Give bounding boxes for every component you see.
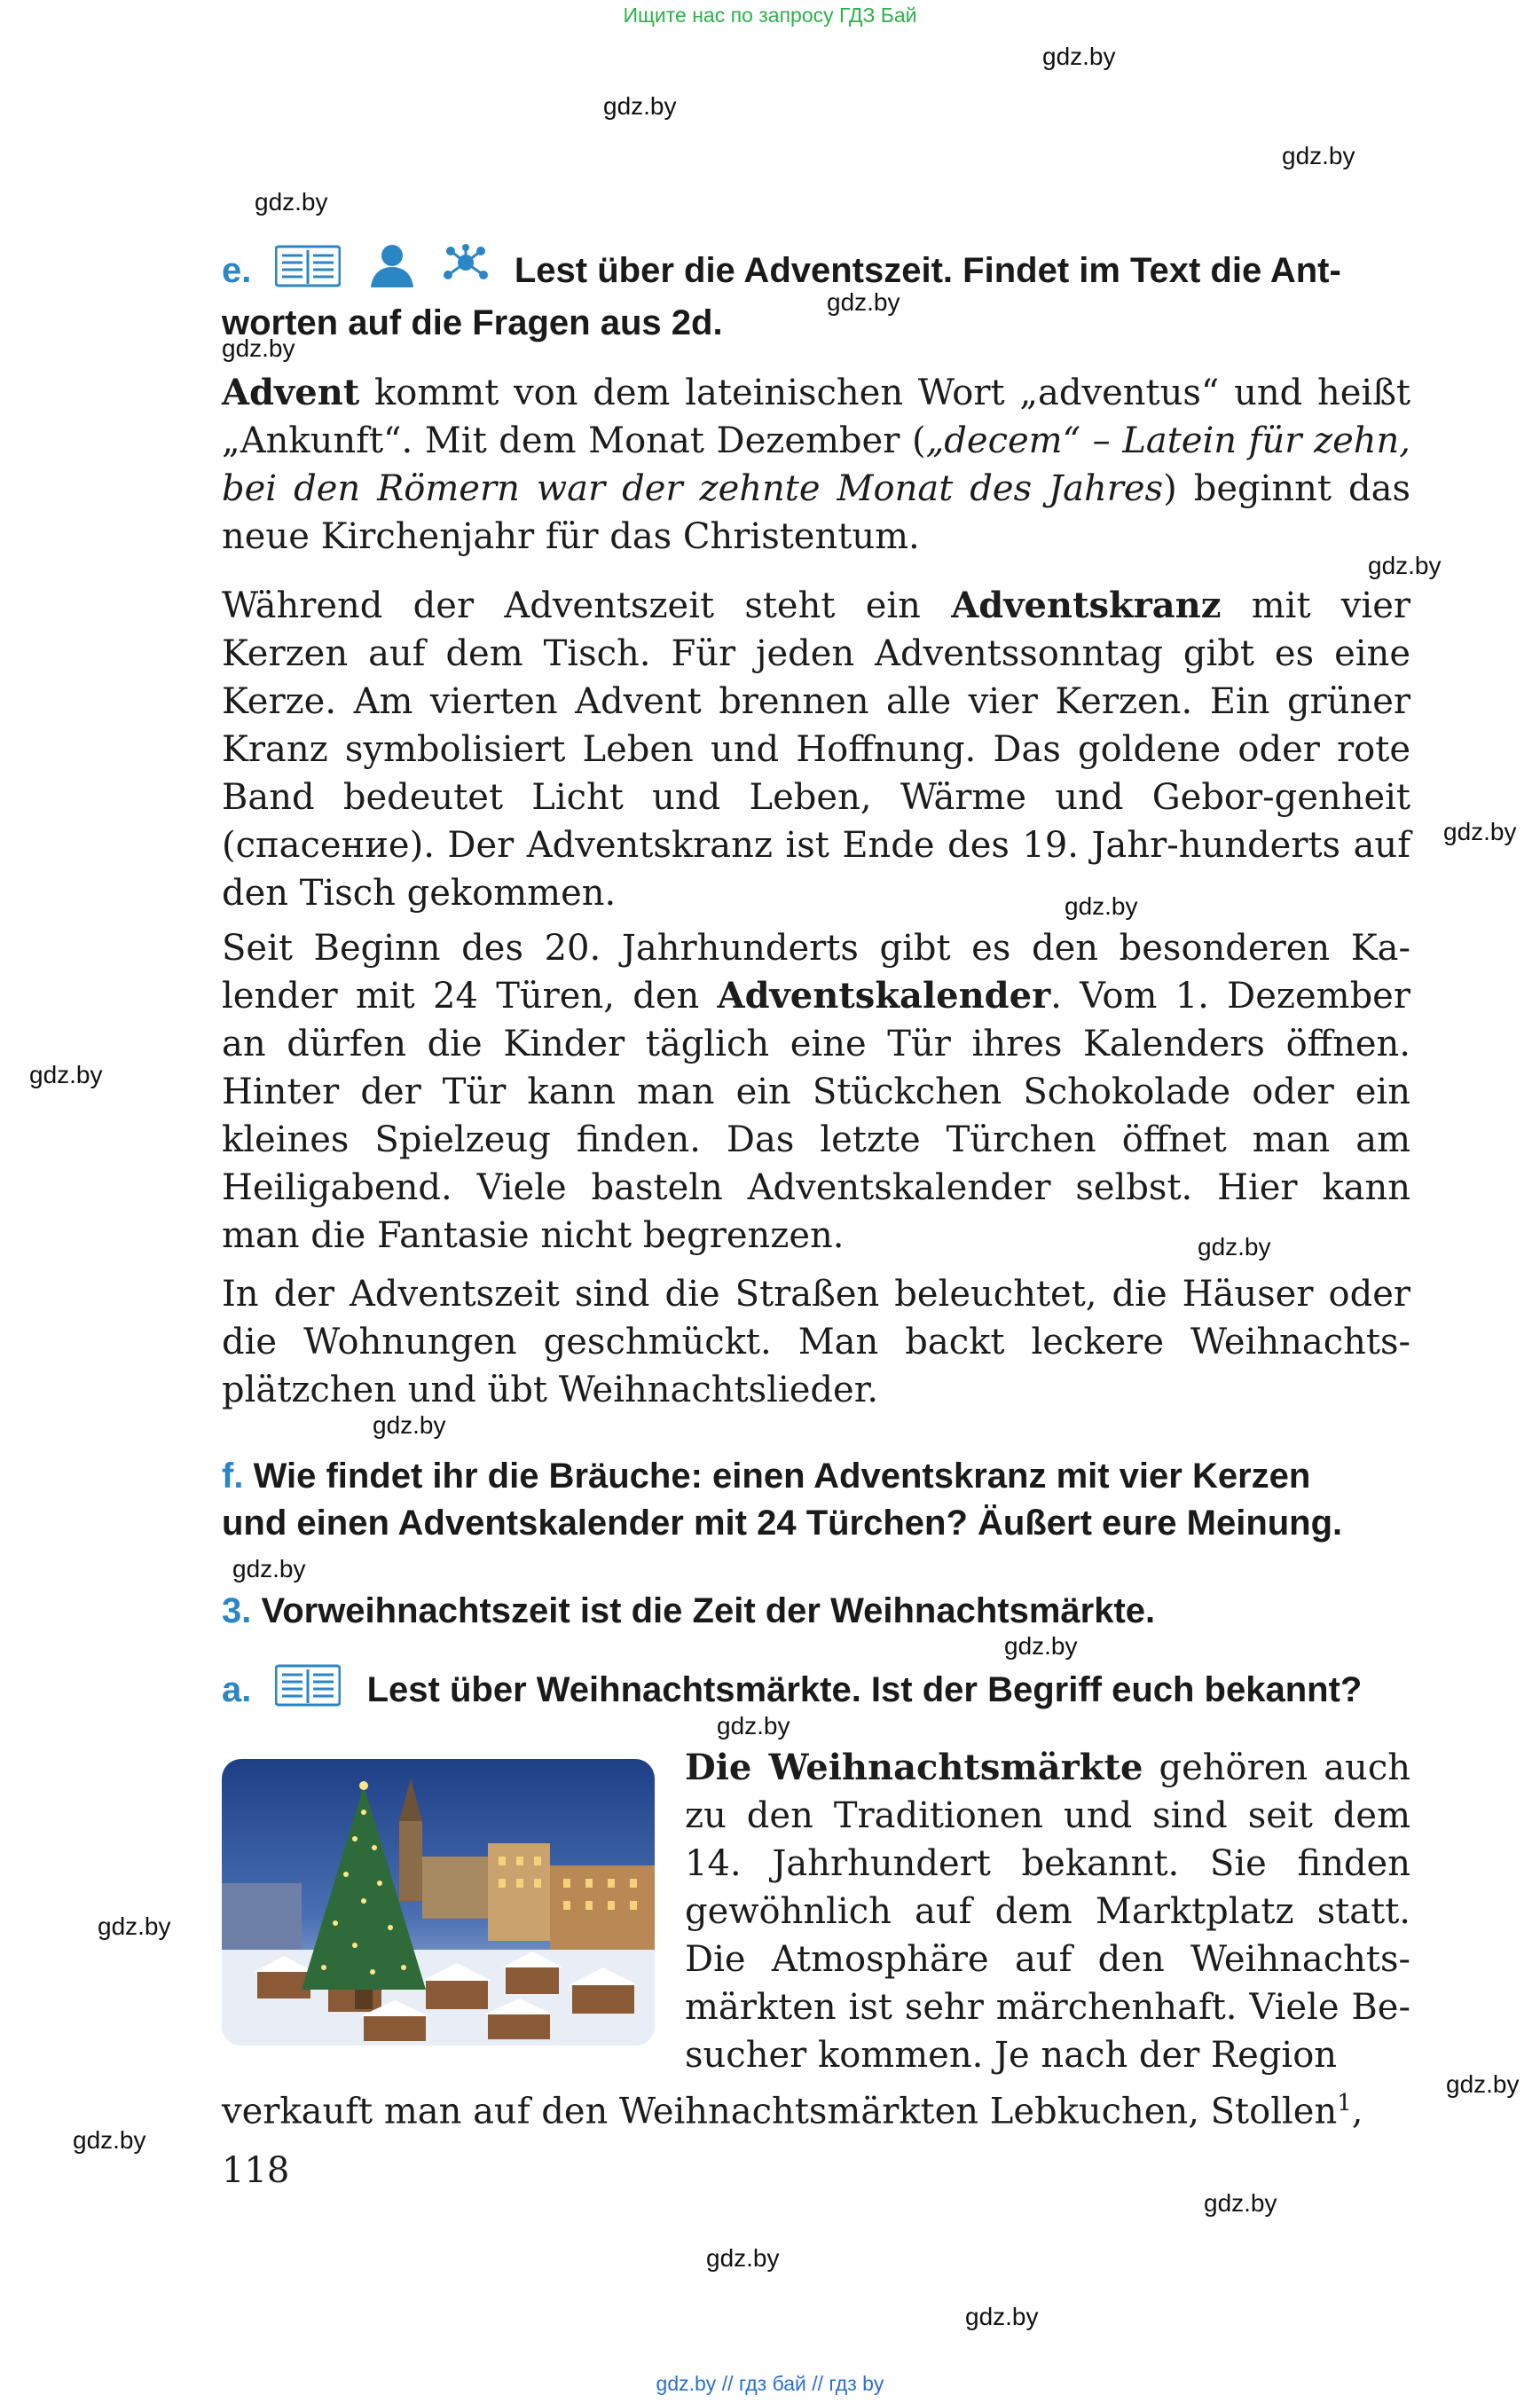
task-f <box>222 1453 1410 1547</box>
text: Seit Beginn des 20. Jahrhunderts gibt es den besonderen Ka-lender mit 24 Türen, den <box>222 928 1410 1017</box>
watermark: gdz.by <box>965 2303 1039 2330</box>
latin-note: „decem“ – Latein für zehn, bei den Römern war der zehnte Monat des Jahres <box>222 420 1410 509</box>
task-3 <box>222 1588 1410 1635</box>
text: ) beginnt das neue Kirchenjahr für das Christentum. <box>222 468 1410 557</box>
paragraph-advent <box>222 369 1410 561</box>
watermark: gdz.by <box>222 334 295 362</box>
footnote-marker: 1 <box>1337 2090 1352 2116</box>
christmas-market-photo <box>222 1759 655 2046</box>
footer-links[interactable]: gdz.by // гдз бай // гдз by <box>656 2372 884 2395</box>
watermark: gdz.by <box>1446 2070 1520 2098</box>
text: . Vom 1. Dezember an dürfen die Kinder täglich eine Tür ihres Kalenders öffnen. Hinter der Tür kann man ein Stückchen Schokolade oder ein kleines Spielzeug finden. Das letzte Türchen öffnet man am Heiligabend. Viele basteln Adventskalender selbst. Hier kann man die Fantasie nicht begrenzen. <box>222 976 1410 1256</box>
text: verkauft man auf den Weihnachtsmärkten Lebkuchen, Stollen <box>222 2091 1338 2132</box>
text: , <box>1351 2091 1363 2132</box>
term-adventskranz: Adventskranz <box>951 585 1222 626</box>
watermark: gdz.by <box>255 188 328 216</box>
task-3-text: Vorweihnachtszeit ist die Zeit der Weihnachtsmärkte. <box>261 1591 1156 1630</box>
task-f-letter: f. <box>222 1457 244 1496</box>
watermark: gdz.by <box>73 2126 146 2154</box>
watermark: gdz.by <box>603 92 677 120</box>
text: mit vier Kerzen auf dem Tisch. Für jeden Adventssonntag gibt es eine Kerze. Am vierten Advent brennen alle vier Kerzen. Ein grüner Kranz symbolisiert Leben und Hoffnung. Das goldene oder rote Band bedeutet Licht und Leben, Wärme und Gebor-genheit (спасение). Der Adventskranz ist Ende des 19. Jahr-hunderts auf den Tisch gekommen. <box>222 585 1410 914</box>
task-f-text-2: und einen Adventskalender mit 24 Türchen? Äußert eure Meinung. <box>222 1504 1343 1543</box>
watermark: gdz.by <box>717 1712 790 1739</box>
task-3-number: 3. <box>222 1591 252 1630</box>
watermark: gdz.by <box>1443 818 1517 845</box>
term-advent: Advent <box>222 372 360 413</box>
watermark: gdz.by <box>373 1411 446 1439</box>
watermark: gdz.by <box>706 2244 780 2272</box>
paragraph-adventszeit <box>222 1270 1410 1414</box>
task-e-text: Lest über die Adventszeit. Findet im Text die Ant- <box>514 251 1341 290</box>
text: In der Adventszeit sind die Straßen beleuchtet, die Häuser oder die Wohnungen geschmückt. Man backt leckere Weihnachts-plätzchen und übt Weihnachtslieder. <box>222 1274 1410 1410</box>
watermark: gdz.by <box>1004 1632 1078 1660</box>
text: gehören auch zu den Traditionen und sind seit dem 14. Jahrhundert bekannt. Sie finden gewöhnlich auf dem Marktplatz statt. Die Atmosphäre auf den Weihnachts-märkten ist sehr märchenhaft. Viele Be-sucher kommen. Je nach der Region <box>685 1747 1410 2076</box>
task-a-text: Lest über Weihnachtsmärkte. Ist der Begriff euch bekannt? <box>366 1670 1363 1709</box>
paragraph-adventskalender <box>222 924 1410 1260</box>
watermark: gdz.by <box>1065 892 1138 920</box>
paragraph-weihnachtsmaerkte-last-line <box>222 2079 1410 2135</box>
task-a-letter: a. <box>222 1670 252 1709</box>
watermark: gdz.by <box>98 1912 171 1940</box>
term-adventskalender: Adventskalender <box>717 975 1051 1017</box>
task-e-text-2: worten auf die Fragen aus 2d. <box>222 303 723 342</box>
paragraph-adventskranz <box>222 582 1410 917</box>
person-icon <box>367 243 417 300</box>
text: kommt von dem lateinischen Wort „adventus“ und heißt „Ankunft“. Mit dem Monat Dezember ( <box>222 373 1410 461</box>
watermark: gdz.by <box>1204 2189 1277 2217</box>
term-weihnachtsmaerkte: Die Weihnachtsmärkte <box>685 1747 1143 1788</box>
group-icon <box>443 243 489 300</box>
task-e-letter: e. <box>222 251 252 290</box>
top-search-link[interactable]: Ищите нас по запросу ГДЗ Бай <box>623 4 917 27</box>
watermark: gdz.by <box>1368 552 1442 579</box>
watermark: gdz.by <box>827 288 900 316</box>
watermark: gdz.by <box>1282 142 1355 169</box>
watermark: gdz.by <box>1198 1233 1271 1260</box>
text: Während der Adventszeit steht ein <box>222 585 952 626</box>
task-e <box>222 243 1410 347</box>
watermark: gdz.by <box>1042 43 1116 70</box>
watermark: gdz.by <box>29 1061 103 1088</box>
task-f-text: Wie findet ihr die Bräuche: einen Adventskranz mit vier Kerzen <box>253 1457 1311 1496</box>
paragraph-weihnachtsmaerkte <box>685 1744 1410 2079</box>
book-icon <box>275 1664 341 1719</box>
task-a <box>222 1664 1410 1719</box>
watermark: gdz.by <box>232 1555 306 1582</box>
page-number: 118 <box>222 2150 290 2191</box>
book-icon <box>275 245 341 300</box>
